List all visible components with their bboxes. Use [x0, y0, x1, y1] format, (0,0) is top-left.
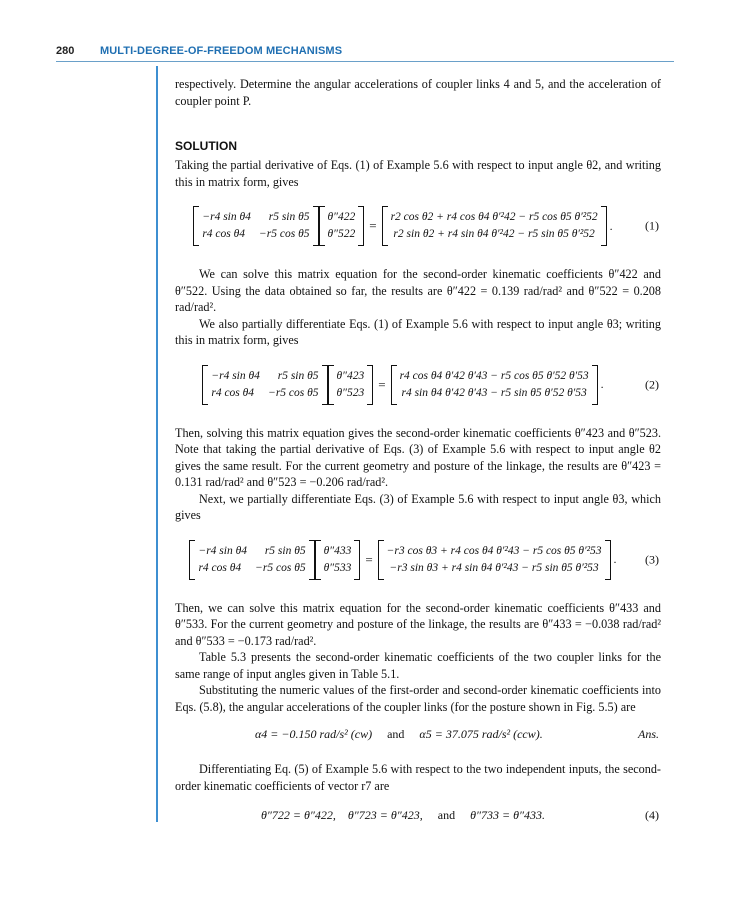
unknown: θ″422: [327, 211, 356, 223]
matrix-cell: −r5 cos θ5: [255, 561, 306, 574]
rhs-row: r4 cos θ4 θ′42 θ′43 − r5 cos θ5 θ′52 θ′53: [399, 369, 589, 382]
equation-number: (1): [645, 218, 659, 233]
matrix-cell: −r5 cos θ5: [259, 228, 310, 240]
page-number: 280: [56, 45, 75, 57]
coefficient-matrix: [202, 365, 327, 405]
eq4-connector: and: [437, 808, 456, 822]
matrix-cell: r4 cos θ4: [198, 561, 242, 574]
page-content: [175, 76, 661, 828]
unknown: θ″533: [323, 561, 352, 574]
answer-line: [175, 723, 661, 747]
alpha5-result: α5 = 37.075 rad/s² (ccw).: [419, 727, 543, 741]
matrix-cell: r5 sin θ5: [264, 544, 306, 557]
matrix-cell: −r5 cos θ5: [268, 386, 319, 399]
rhs-vector: [382, 206, 607, 246]
solution-heading: SOLUTION: [175, 139, 237, 153]
matrix-cell: −r4 sin θ4: [211, 369, 260, 382]
unknown: θ″523: [336, 386, 365, 399]
equation-number: (3): [645, 552, 659, 566]
paragraph-5: Next, we partially differentiate Eqs. (3) of Example 5.6 with respect to input angle θ3, which gives: [175, 491, 661, 522]
unknown-vector: [315, 540, 361, 580]
coefficient-matrix: [193, 206, 318, 246]
equation-number: (2): [645, 377, 659, 391]
rhs-row: −r3 cos θ3 + r4 cos θ4 θ′²43 − r5 cos θ5 θ′²53: [386, 544, 602, 557]
matrix-cell: −r4 sin θ4: [202, 211, 251, 223]
unknown-vector: [328, 365, 374, 405]
unknown-vector: [319, 206, 365, 246]
eq4-part-3: θ″733 = θ″433.: [470, 808, 545, 822]
paragraph-4: Then, solving this matrix equation gives the second-order kinematic coefficients θ″423 and θ″523. Note that taking the partial derivative of Eqs. (3) of Example 5.6 with respect to input angle θ2 gives the same result. For the current geometry and posture of the linkage, the results are θ″423 = 0.131 rad/rad² and θ″523 = −0.206 rad/rad².: [175, 425, 661, 489]
matrix-cell: r4 cos θ4: [211, 386, 255, 399]
unknown: θ″423: [336, 369, 365, 382]
matrix-cell: r4 cos θ4: [202, 228, 246, 240]
intro-paragraph: respectively. Determine the angular accelerations of coupler links 4 and 5, and the acceleration of coupler point P.: [175, 77, 661, 108]
answer-connector: and: [387, 727, 405, 741]
rhs-vector: [378, 540, 611, 580]
equation-1: −r4 sin θ4 r5 sin θ5 r4 cos θ4 −r5 cos θ5 θ″422 θ″522 = r2 cos θ2 + r4 cos θ4 θ′²42 − r5 cos θ5 θ′²52 r2 sin θ2 + r4 sin θ4 θ′²42 − r5 sin θ5 θ′²52 . (1): [175, 196, 661, 256]
matrix-cell: r5 sin θ5: [277, 369, 319, 382]
unknown: θ″433: [323, 544, 352, 557]
eq4-part-2: θ″723 = θ″423,: [347, 808, 423, 822]
equation-2: −r4 sin θ4 r5 sin θ5 r4 cos θ4 −r5 cos θ5 θ″423 θ″523 = r4 cos θ4 θ′42 θ′43 − r5 cos θ5 θ′52 θ′53 r4 sin θ4 θ′42 θ′43 − r5 sin θ5 θ′52 θ′53 . (2): [175, 355, 661, 415]
paragraph-2: We can solve this matrix equation for the second-order kinematic coefficients θ″422 and θ″522. Using the data obtained so far, the results are θ″422 = 0.139 rad/rad² and θ″522 = 0.208 rad/rad².: [175, 267, 661, 314]
paragraph-1: Taking the partial derivative of Eqs. (1) of Example 5.6 with respect to input angle θ2, and writing this in matrix form, gives: [175, 158, 661, 189]
rhs-row: −r3 sin θ3 + r4 sin θ4 θ′²43 − r5 sin θ5 θ′²53: [389, 561, 599, 574]
alpha4-result: α4 = −0.150 rad/s² (cw): [255, 727, 373, 741]
rhs-row: r2 cos θ2 + r4 cos θ4 θ′²42 − r5 cos θ5 θ′²52: [390, 211, 598, 223]
page-header: [56, 45, 674, 62]
unknown: θ″522: [327, 228, 356, 240]
paragraph-9: Differentiating Eq. (5) of Example 5.6 with respect to the two independent inputs, the second-order kinematic coefficients of vector r7 are: [175, 762, 661, 793]
equation-4: [175, 804, 661, 828]
equation-3: −r4 sin θ4 r5 sin θ5 r4 cos θ4 −r5 cos θ5 θ″433 θ″533 = −r3 cos θ3 + r4 cos θ4 θ′²43 − r5 cos θ5 θ′²53 −r3 sin θ3 + r4 sin θ4 θ′²43 − r5 sin θ5 θ′²53 . (3): [175, 530, 661, 590]
paragraph-3: We also partially differentiate Eqs. (1) of Example 5.6 with respect to input angle θ3; writing this in matrix form, gives: [175, 316, 661, 347]
coefficient-matrix: [189, 540, 314, 580]
rhs-vector: [391, 365, 598, 405]
eq4-part-1: θ″722 = θ″422,: [261, 808, 336, 822]
equation-number: (4): [645, 808, 659, 822]
margin-bar: [156, 66, 158, 822]
running-title: MULTI-DEGREE-OF-FREEDOM MECHANISMS: [100, 45, 343, 57]
rhs-row: r4 sin θ4 θ′42 θ′43 − r5 sin θ5 θ′52 θ′53: [401, 386, 587, 399]
paragraph-6: Then, we can solve this matrix equation for the second-order kinematic coefficients θ″433 and θ″533. For the current geometry and posture of the linkage, the results are θ″433 = −0.038 rad/rad² and θ″533 = −0.173 rad/rad².: [175, 600, 661, 648]
rhs-row: r2 sin θ2 + r4 sin θ4 θ′²42 − r5 sin θ5 θ′²52: [393, 228, 595, 240]
paragraph-8: Substituting the numeric values of the first-order and second-order kinematic coefficients into Eqs. (5.8), the angular accelerations of the coupler links (for the posture shown in Fig. 5.5) are: [175, 683, 661, 714]
answer-label: Ans.: [638, 727, 659, 741]
paragraph-7: Table 5.3 presents the second-order kinematic coefficients of the two coupler links for the same range of input angles given in Table 5.1.: [175, 650, 661, 681]
matrix-cell: −r4 sin θ4: [198, 544, 247, 557]
matrix-cell: r5 sin θ5: [268, 211, 310, 223]
